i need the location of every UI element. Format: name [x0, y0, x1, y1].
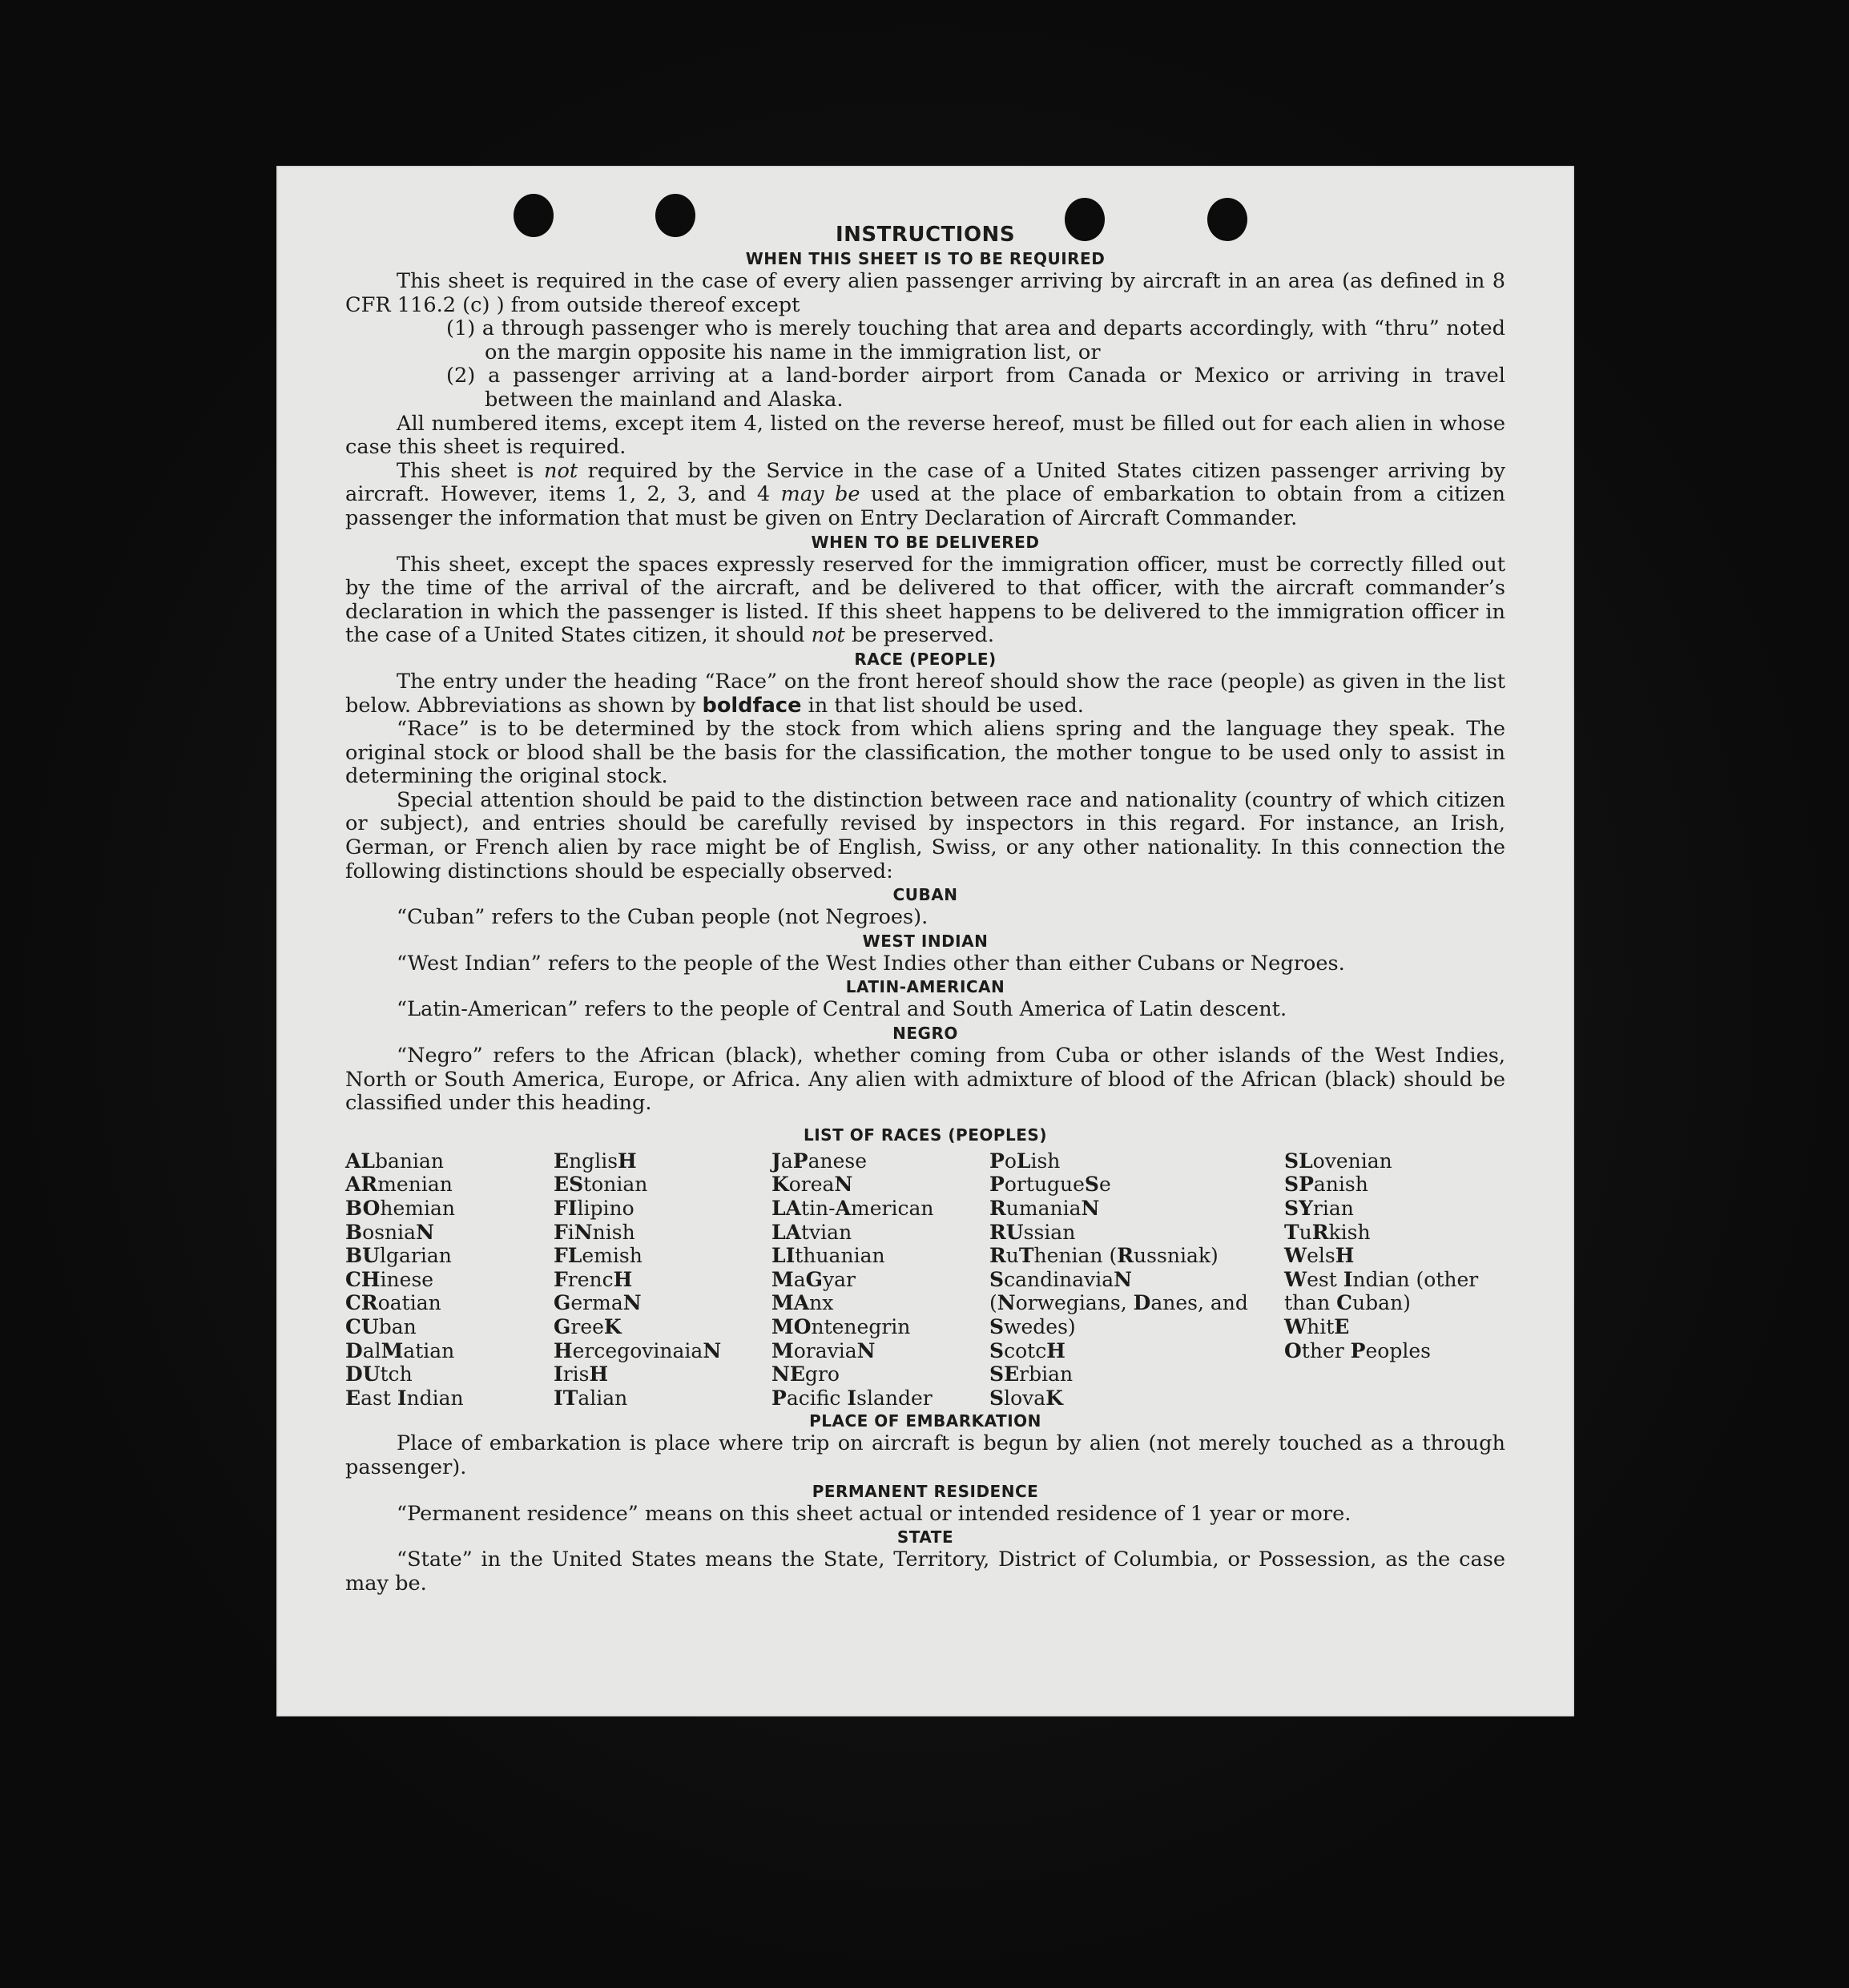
exception-item-1: (1) a through passenger who is merely touching that area and departs accordingly, with “thru” noted on the margin opposite his name in the immigration list, or [446, 316, 1505, 364]
section-heading-cuban: CUBAN [892, 885, 958, 905]
race-entry: FiNnish [554, 1220, 635, 1244]
latin-american-definition: “Latin-American” refers to the people of Central and South America of Latin descent. [397, 997, 1287, 1022]
section-heading-list-of-races: LIST OF RACES (PEOPLES) [804, 1125, 1047, 1145]
section-heading-when-required: WHEN THIS SHEET IS TO BE REQUIRED [745, 249, 1106, 268]
race-entry: ScotcH [989, 1338, 1065, 1362]
race-entry: KoreaN [771, 1173, 853, 1197]
race-entry: BOhemian [345, 1197, 456, 1220]
race-entry: FrencH [554, 1267, 633, 1291]
race-entry: West Indian (other than Cuban) [1284, 1267, 1479, 1315]
race-entry: PoLish [989, 1149, 1061, 1173]
west-indian-definition: “West Indian” refers to the people of the West Indies other than either Cubans or Negroes. [397, 951, 1345, 976]
race-entry: SYrian [1284, 1197, 1354, 1220]
race-entry: LAtvian [771, 1220, 852, 1244]
numbered-items-paragraph: All numbered items, except item 4, listed on the reverse hereof, must be filled out for each alien in whose case this sheet is required. [345, 411, 1505, 460]
race-entry: MAnx [771, 1291, 834, 1315]
permanent-residence-definition: “Permanent residence” means on this sheet actual or intended residence of 1 year or more. [397, 1501, 1352, 1526]
state-definition: “State” in the United States means the State, Territory, District of Columbia, or Possession, as the case may be. [345, 1547, 1505, 1596]
race-entry: HercegovinaiaN [554, 1338, 722, 1362]
race-entry: Other Peoples [1284, 1338, 1431, 1362]
race-entry: GreeK [554, 1314, 622, 1338]
instructions-body [345, 222, 1505, 1596]
race-entry: MoraviaN [771, 1338, 876, 1362]
race-entry: CUban [345, 1314, 417, 1338]
race-entry: GermaN [554, 1291, 642, 1315]
race-column [771, 1149, 989, 1411]
race-list [345, 1149, 1505, 1411]
race-entry: East Indian [345, 1386, 464, 1410]
race-entry: CHinese [345, 1267, 434, 1291]
embarkation-definition: Place of embarkation is place where trip on aircraft is begun by alien (not merely touched as a through passenger). [345, 1431, 1505, 1479]
race-entry: DUtch [345, 1362, 413, 1386]
race-entry: ALbanian [345, 1149, 445, 1173]
race-paragraph-1: The entry under the heading “Race” on the front hereof should show the race (people) as given in the list below. Abbreviations as shown by boldface in that list should be used. [345, 669, 1505, 718]
race-entry: WelsH [1284, 1244, 1355, 1268]
section-heading-latin-american: LATIN-AMERICAN [845, 977, 1005, 997]
race-entry: BUlgarian [345, 1244, 452, 1268]
race-entry: CRoatian [345, 1291, 441, 1315]
race-column [989, 1149, 1284, 1411]
negro-definition: “Negro” refers to the African (black), whether coming from Cuba or other islands of the West Indies, North or South America, Europe, or Africa. Any alien with admixture of blood of the African (black) should be classified under this heading. [345, 1044, 1505, 1116]
race-entry: EnglisH [554, 1149, 637, 1173]
section-heading-place-of-embarkation: PLACE OF EMBARKATION [809, 1411, 1041, 1431]
race-entry: RuThenian (Russniak) [989, 1244, 1219, 1268]
race-entry: DalMatian [345, 1338, 455, 1362]
citizen-paragraph: This sheet is not required by the Service in the case of a United States citizen passenger arriving by aircraft. However, items 1, 2, 3, and 4 may be used at the place of embarkation to obtain from a citizen passenger the information that must be given on Entry Declaration of Aircraft Commander. [345, 458, 1506, 530]
cuban-definition: “Cuban” refers to the Cuban people (not Negroes). [397, 905, 929, 930]
race-entry: EStonian [554, 1173, 648, 1197]
race-entry: LIthuanian [771, 1244, 885, 1268]
race-paragraph-3: Special attention should be paid to the distinction between race and nationality (country of which citizen or subject), and entries should be carefully revised by inspectors in this regard. For instance, an Irish, German, or French alien by race might be of English, Swiss, or any other nationality. In this connection the following distinctions should be especially observed: [345, 787, 1505, 883]
section-heading-state: STATE [896, 1527, 954, 1547]
race-entry: Pacifc Islander [771, 1386, 933, 1410]
race-entry: LAtin-American [771, 1197, 934, 1220]
race-entry: SLovenian [1284, 1149, 1392, 1173]
race-column [1284, 1149, 1501, 1411]
race-entry: PortugueSe [989, 1173, 1111, 1197]
section-heading-permanent-residence: PERMANENT RESIDENCE [812, 1481, 1039, 1501]
section-heading-race: RACE (PEOPLE) [854, 649, 997, 669]
race-entry: TuRkish [1284, 1220, 1371, 1244]
page-title: INSTRUCTIONS [835, 223, 1016, 247]
race-entry: RumaniaN [989, 1197, 1100, 1220]
race-entry: SPanish [1284, 1173, 1368, 1197]
race-paragraph-2: “Race” is to be determined by the stock from which aliens spring and the language they speak. The original stock or blood shall be the basis for the classification, the mother tongue to be used only to assist in determining the original stock. [345, 717, 1505, 789]
race-entry: ScandinaviaN (Norwegians, Danes, and Swedes) [989, 1267, 1248, 1338]
instruction-sheet [276, 166, 1574, 1716]
delivery-paragraph: This sheet, except the spaces expressly reserved for the immigration officer, must be correctly filled out by the time of the arrival of the aircraft, and be delivered to that officer, with the aircraft commander’s declaration in which the passenger is listed. If this sheet happens to be delivered to the immigration officer in the case of a United States citizen, it should not be preserved. [345, 552, 1505, 648]
race-entry: FIlipino [554, 1197, 634, 1220]
race-entry: FLemish [554, 1244, 643, 1268]
race-entry: RUssian [989, 1220, 1076, 1244]
exception-item-2: (2) a passenger arriving at a land-border airport from Canada or Mexico or arriving in travel between the mainland and Alaska. [446, 364, 1505, 412]
race-column [554, 1149, 771, 1411]
race-entry: NEgro [771, 1362, 840, 1386]
race-entry: MOntenegrin [771, 1314, 911, 1338]
section-heading-when-delivered: WHEN TO BE DELIVERED [811, 532, 1040, 552]
race-entry: SlovaK [989, 1386, 1063, 1410]
section-heading-west-indian: WEST INDIAN [862, 931, 989, 951]
race-entry: JaPanese [771, 1149, 868, 1173]
race-entry: ARmenian [345, 1173, 453, 1197]
race-entry: WhitE [1284, 1314, 1350, 1338]
race-entry: SErbian [989, 1362, 1074, 1386]
race-entry: ITalian [554, 1386, 628, 1410]
race-entry: BosniaN [345, 1220, 434, 1244]
section-heading-negro: NEGRO [892, 1024, 958, 1044]
race-column [345, 1149, 554, 1411]
when-required-intro: This sheet is required in the case of every alien passenger arriving by aircraft in an area (as defined in 8 CFR 116.2 (c) ) from outside thereof except [345, 269, 1505, 317]
race-entry: IrisH [554, 1362, 609, 1386]
race-entry: MaGyar [771, 1267, 856, 1291]
